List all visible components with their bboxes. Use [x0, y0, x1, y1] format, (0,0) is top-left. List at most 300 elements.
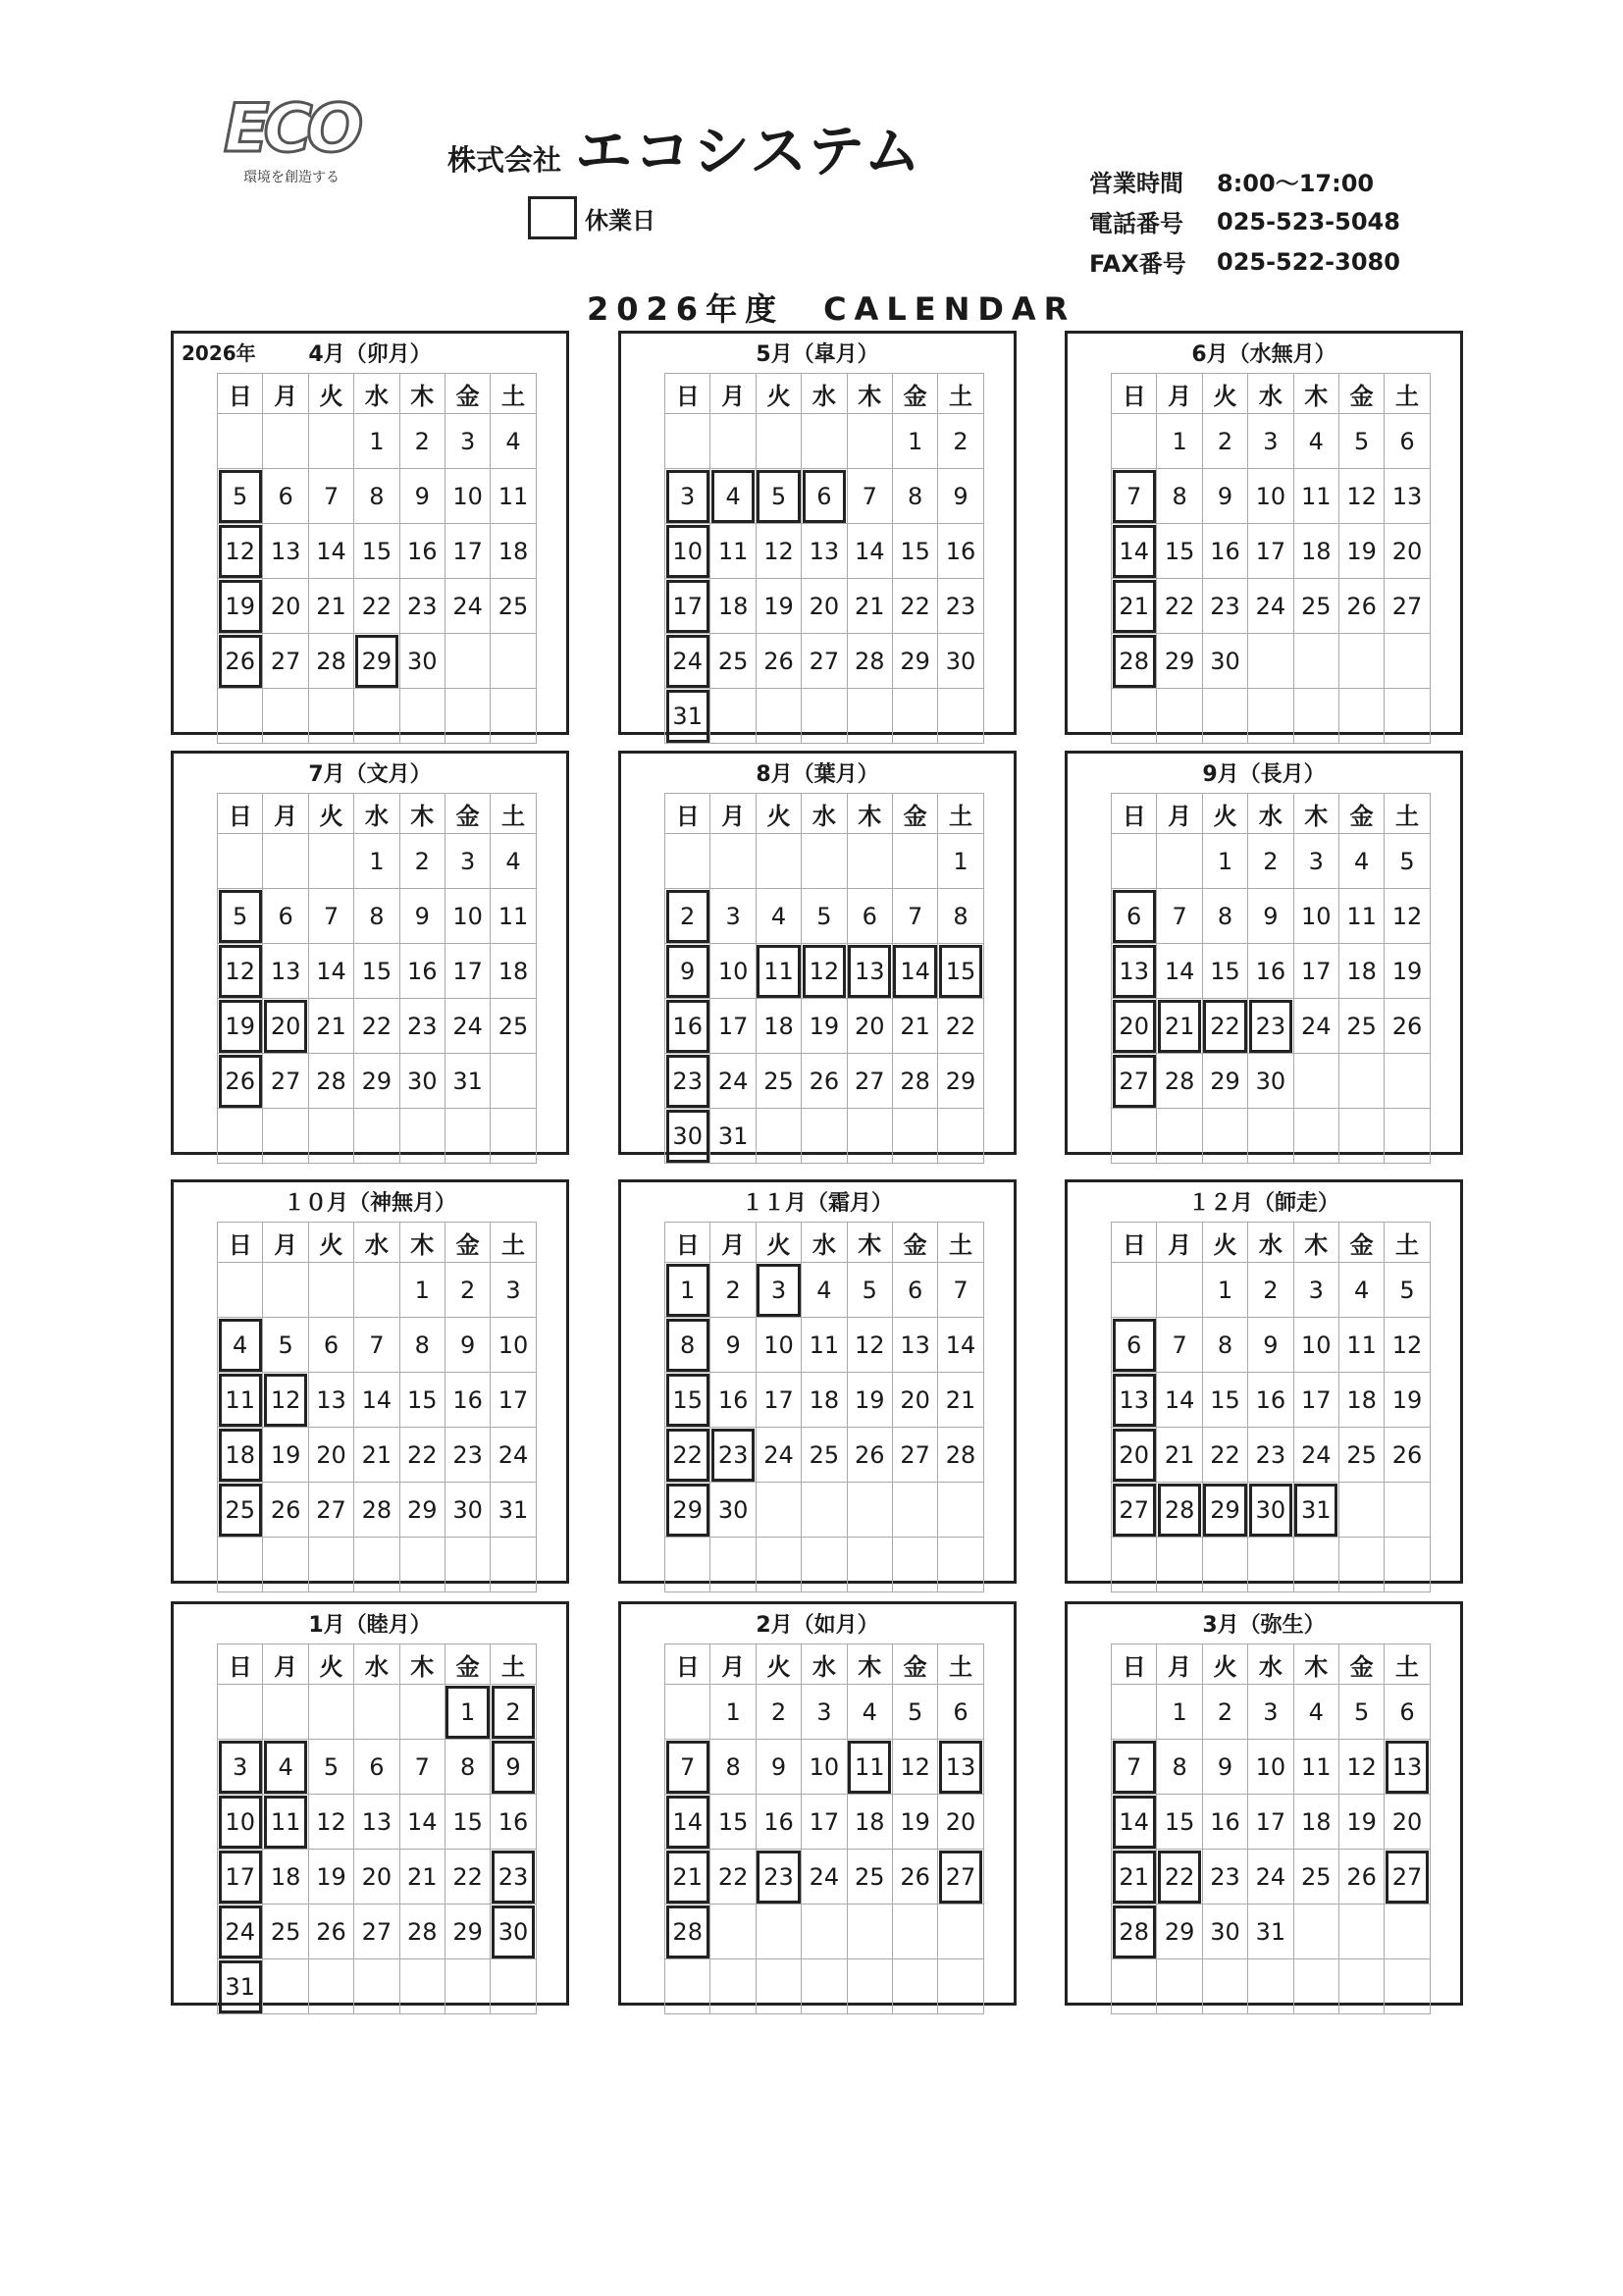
day-cell: 21 [308, 999, 353, 1054]
day-cell: 21 [308, 579, 353, 634]
empty-cell [1293, 1109, 1338, 1164]
empty-cell [756, 1905, 801, 1959]
closed-day-cell: 14 [665, 1795, 710, 1850]
closed-day-cell: 10 [218, 1795, 263, 1850]
month-title: １１月（霜月） [741, 1191, 893, 1216]
empty-cell [847, 1538, 892, 1592]
weekday-header: 木 [847, 794, 892, 834]
day-cell: 25 [1293, 1850, 1338, 1905]
empty-cell [354, 1263, 399, 1318]
weekday-header: 火 [1202, 374, 1247, 414]
week-row [665, 1373, 984, 1428]
week-row [665, 889, 984, 944]
week-row [665, 1263, 984, 1318]
empty-cell [1112, 414, 1157, 469]
day-cell: 10 [491, 1318, 536, 1373]
empty-cell [710, 1905, 756, 1959]
day-cell: 19 [308, 1850, 353, 1905]
day-cell: 7 [1157, 889, 1202, 944]
day-cell: 30 [938, 634, 983, 689]
day-cell: 10 [1248, 469, 1293, 524]
empty-cell [263, 1109, 308, 1164]
week-row [665, 1483, 984, 1538]
day-cell: 11 [1338, 889, 1384, 944]
weekday-header: 金 [1338, 1644, 1384, 1685]
empty-cell [892, 834, 937, 889]
day-cell: 8 [1157, 469, 1202, 524]
week-row [1112, 1538, 1431, 1592]
weekday-header: 日 [218, 794, 263, 834]
empty-cell [938, 1109, 983, 1164]
weekday-header: 火 [1202, 1644, 1247, 1685]
week-row [218, 1685, 537, 1740]
weekday-header: 木 [1293, 1644, 1338, 1685]
week-row [665, 414, 984, 469]
weekday-header: 火 [756, 1644, 801, 1685]
day-cell: 4 [1338, 834, 1384, 889]
empty-cell [263, 1538, 308, 1592]
empty-cell [1112, 689, 1157, 744]
weekday-header: 月 [263, 794, 308, 834]
contact-info [1089, 161, 1400, 282]
week-row [218, 1795, 537, 1850]
empty-cell [892, 1109, 937, 1164]
day-cell: 26 [1338, 1850, 1384, 1905]
empty-cell [665, 414, 710, 469]
day-cell: 4 [1293, 1685, 1338, 1740]
day-cell: 23 [399, 999, 445, 1054]
week-row [218, 1538, 537, 1592]
weekday-header: 金 [1338, 1223, 1384, 1263]
week-row [1112, 1373, 1431, 1428]
closed-day-cell: 19 [218, 579, 263, 634]
weekday-header: 日 [1112, 794, 1157, 834]
empty-cell [399, 1959, 445, 2014]
weekday-header: 月 [1157, 794, 1202, 834]
empty-cell [665, 834, 710, 889]
weekday-header: 金 [1338, 794, 1384, 834]
empty-cell [263, 1263, 308, 1318]
empty-cell [802, 689, 847, 744]
empty-cell [1112, 1109, 1157, 1164]
legend-label: 休業日 [585, 206, 655, 235]
empty-cell [756, 1109, 801, 1164]
day-cell: 4 [847, 1685, 892, 1740]
empty-cell [308, 414, 353, 469]
day-cell: 21 [354, 1428, 399, 1483]
day-cell: 3 [710, 889, 756, 944]
closed-day-cell: 6 [1112, 889, 1157, 944]
week-row [218, 689, 537, 744]
empty-cell [354, 1538, 399, 1592]
day-cell: 5 [847, 1263, 892, 1318]
closed-day-cell: 4 [710, 469, 756, 524]
day-cell: 31 [445, 1054, 490, 1109]
day-cell: 4 [1338, 1263, 1384, 1318]
month-calendar [1065, 1179, 1463, 1584]
closed-day-cell: 5 [218, 889, 263, 944]
day-cell: 17 [445, 944, 490, 999]
fax-label: FAX番号 [1089, 250, 1186, 278]
day-cell: 15 [445, 1795, 490, 1850]
day-cell: 18 [491, 524, 536, 579]
weekday-header: 金 [445, 1644, 490, 1685]
day-cell: 12 [1385, 1318, 1430, 1373]
empty-cell [1112, 1685, 1157, 1740]
day-cell: 28 [847, 634, 892, 689]
day-cell: 14 [308, 944, 353, 999]
day-cell: 12 [308, 1795, 353, 1850]
day-cell: 23 [445, 1428, 490, 1483]
closed-day-cell: 6 [802, 469, 847, 524]
week-row [1112, 689, 1431, 744]
day-cell: 17 [710, 999, 756, 1054]
weekday-header: 金 [445, 794, 490, 834]
empty-cell [1157, 1263, 1202, 1318]
day-cell: 2 [399, 414, 445, 469]
month-grid [217, 373, 537, 744]
company-name: エコシステム [575, 118, 923, 184]
closed-day-cell: 27 [938, 1850, 983, 1905]
day-cell: 18 [710, 579, 756, 634]
week-row [1112, 889, 1431, 944]
day-cell: 6 [938, 1685, 983, 1740]
closed-day-cell: 11 [756, 944, 801, 999]
day-cell: 16 [756, 1795, 801, 1850]
closed-day-cell: 11 [263, 1795, 308, 1850]
closed-day-cell: 13 [1112, 1373, 1157, 1428]
empty-cell [938, 689, 983, 744]
day-cell: 7 [354, 1318, 399, 1373]
closed-day-cell: 20 [263, 999, 308, 1054]
weekday-header: 土 [491, 794, 536, 834]
weekday-header: 月 [263, 1644, 308, 1685]
day-cell: 29 [892, 634, 937, 689]
week-row [1112, 1959, 1431, 2014]
empty-cell [308, 1685, 353, 1740]
week-row [665, 999, 984, 1054]
day-cell: 11 [1338, 1318, 1384, 1373]
day-cell: 7 [892, 889, 937, 944]
empty-cell [1293, 1905, 1338, 1959]
empty-cell [847, 834, 892, 889]
empty-cell [756, 1538, 801, 1592]
phone-value: 025-523-5048 [1217, 207, 1400, 235]
day-cell: 18 [1293, 1795, 1338, 1850]
empty-cell [1385, 634, 1430, 689]
weekday-header: 火 [1202, 794, 1247, 834]
empty-cell [847, 1905, 892, 1959]
week-row [665, 1054, 984, 1109]
week-row [218, 524, 537, 579]
empty-cell [1385, 689, 1430, 744]
weekday-header: 土 [491, 1644, 536, 1685]
business-hours-row [1089, 161, 1400, 201]
closed-day-cell: 18 [218, 1428, 263, 1483]
day-cell: 8 [354, 889, 399, 944]
day-cell: 12 [1338, 1740, 1384, 1795]
week-row [665, 1959, 984, 2014]
closed-day-cell: 29 [354, 634, 399, 689]
closed-day-cell: 24 [218, 1905, 263, 1959]
day-cell: 5 [1338, 414, 1384, 469]
day-cell: 5 [263, 1318, 308, 1373]
weekday-header: 火 [1202, 1223, 1247, 1263]
closed-day-cell: 3 [218, 1740, 263, 1795]
day-cell: 24 [756, 1428, 801, 1483]
day-cell: 20 [1385, 1795, 1430, 1850]
day-cell: 17 [1293, 944, 1338, 999]
day-cell: 8 [892, 469, 937, 524]
closed-day-cell: 12 [802, 944, 847, 999]
day-cell: 15 [354, 524, 399, 579]
day-cell: 31 [710, 1109, 756, 1164]
day-cell: 16 [399, 944, 445, 999]
day-cell: 15 [710, 1795, 756, 1850]
day-cell: 30 [399, 1054, 445, 1109]
weekday-header: 月 [263, 374, 308, 414]
weekday-header: 水 [354, 1223, 399, 1263]
month-grid [217, 793, 537, 1164]
closed-day-cell: 28 [665, 1905, 710, 1959]
day-cell: 11 [1293, 469, 1338, 524]
empty-cell [802, 1483, 847, 1538]
empty-cell [1338, 1054, 1384, 1109]
day-cell: 1 [1157, 1685, 1202, 1740]
closed-day-cell: 2 [491, 1685, 536, 1740]
week-row [1112, 834, 1431, 889]
empty-cell [938, 1538, 983, 1592]
day-cell: 10 [710, 944, 756, 999]
week-row [665, 1850, 984, 1905]
weekday-header: 木 [1293, 374, 1338, 414]
month-grid [1111, 373, 1431, 744]
empty-cell [491, 1959, 536, 2014]
day-cell: 9 [1202, 469, 1247, 524]
closed-day-cell: 5 [218, 469, 263, 524]
day-cell: 22 [1202, 1428, 1247, 1483]
empty-cell [938, 1483, 983, 1538]
week-row [665, 1318, 984, 1373]
day-cell: 3 [445, 414, 490, 469]
week-row [1112, 1905, 1431, 1959]
weekday-header: 木 [399, 374, 445, 414]
day-cell: 28 [1157, 1054, 1202, 1109]
day-cell: 8 [354, 469, 399, 524]
week-row [665, 634, 984, 689]
day-cell: 2 [1202, 1685, 1247, 1740]
day-cell: 4 [756, 889, 801, 944]
weekday-header: 金 [892, 1644, 937, 1685]
day-cell: 6 [308, 1318, 353, 1373]
weekday-header: 土 [491, 1223, 536, 1263]
closed-day-cell: 14 [892, 944, 937, 999]
empty-cell [710, 414, 756, 469]
closed-day-cell: 12 [263, 1373, 308, 1428]
day-cell: 14 [399, 1795, 445, 1850]
month-calendar [618, 751, 1017, 1155]
day-cell: 29 [399, 1483, 445, 1538]
day-cell: 25 [802, 1428, 847, 1483]
empty-cell [847, 1109, 892, 1164]
calendar-title: 2026年度 CALENDAR [587, 290, 1076, 328]
empty-cell [1202, 1959, 1247, 2014]
day-cell: 22 [445, 1850, 490, 1905]
day-cell: 18 [756, 999, 801, 1054]
closed-day-cell: 30 [665, 1109, 710, 1164]
day-cell: 5 [308, 1740, 353, 1795]
day-cell: 20 [1385, 524, 1430, 579]
day-cell: 18 [1293, 524, 1338, 579]
day-cell: 22 [354, 999, 399, 1054]
legend [528, 196, 655, 239]
day-cell: 26 [756, 634, 801, 689]
day-cell: 30 [1248, 1054, 1293, 1109]
closed-day-cell: 1 [445, 1685, 490, 1740]
weekday-header: 日 [665, 1644, 710, 1685]
day-cell: 5 [1385, 1263, 1430, 1318]
empty-cell [1157, 1959, 1202, 2014]
weekday-header: 土 [491, 374, 536, 414]
day-cell: 30 [1202, 634, 1247, 689]
month-calendar [618, 1179, 1017, 1584]
day-cell: 29 [445, 1905, 490, 1959]
day-cell: 11 [710, 524, 756, 579]
day-cell: 13 [892, 1318, 937, 1373]
day-cell: 4 [491, 834, 536, 889]
week-row [218, 944, 537, 999]
weekday-header: 日 [665, 1223, 710, 1263]
day-cell: 6 [892, 1263, 937, 1318]
day-cell: 19 [1338, 524, 1384, 579]
day-cell: 8 [938, 889, 983, 944]
day-cell: 18 [1338, 944, 1384, 999]
empty-cell [399, 1109, 445, 1164]
week-row [665, 1795, 984, 1850]
closed-day-cell: 13 [1112, 944, 1157, 999]
day-cell: 18 [847, 1795, 892, 1850]
empty-cell [308, 834, 353, 889]
day-cell: 17 [491, 1373, 536, 1428]
weekday-header: 水 [1248, 794, 1293, 834]
day-cell: 8 [710, 1740, 756, 1795]
empty-cell [218, 1109, 263, 1164]
day-cell: 18 [802, 1373, 847, 1428]
day-cell: 22 [938, 999, 983, 1054]
day-cell: 19 [847, 1373, 892, 1428]
day-cell: 16 [445, 1373, 490, 1428]
weekday-header: 月 [1157, 1644, 1202, 1685]
empty-cell [1248, 689, 1293, 744]
weekday-header: 水 [802, 1644, 847, 1685]
empty-cell [263, 1959, 308, 2014]
day-cell: 6 [1385, 1685, 1430, 1740]
week-row [218, 834, 537, 889]
day-cell: 1 [710, 1685, 756, 1740]
closed-day-cell: 28 [1157, 1483, 1202, 1538]
day-cell: 24 [802, 1850, 847, 1905]
day-cell: 8 [445, 1740, 490, 1795]
day-cell: 20 [892, 1373, 937, 1428]
weekday-header: 月 [710, 374, 756, 414]
month-calendar [618, 331, 1017, 735]
week-row [218, 1850, 537, 1905]
day-cell: 25 [756, 1054, 801, 1109]
week-row [1112, 1054, 1431, 1109]
closed-day-cell: 2 [665, 889, 710, 944]
closed-day-cell: 15 [665, 1373, 710, 1428]
empty-cell [1202, 689, 1247, 744]
day-cell: 28 [892, 1054, 937, 1109]
closed-day-cell: 30 [491, 1905, 536, 1959]
empty-cell [354, 1109, 399, 1164]
day-cell: 6 [354, 1740, 399, 1795]
closed-day-cell: 6 [1112, 1318, 1157, 1373]
month-grid [664, 1644, 984, 2014]
day-cell: 29 [938, 1054, 983, 1109]
day-cell: 24 [710, 1054, 756, 1109]
empty-cell [1248, 634, 1293, 689]
day-cell: 25 [491, 999, 536, 1054]
day-cell: 19 [1385, 1373, 1430, 1428]
day-cell: 6 [847, 889, 892, 944]
closed-day-cell: 23 [756, 1850, 801, 1905]
day-cell: 25 [1338, 1428, 1384, 1483]
week-row [1112, 1685, 1431, 1740]
empty-cell [354, 1959, 399, 2014]
business-hours-value: 8:00～17:00 [1217, 170, 1375, 197]
closed-day-cell: 13 [1385, 1740, 1430, 1795]
day-cell: 13 [1385, 469, 1430, 524]
month-calendar [171, 331, 569, 735]
weekday-header: 水 [1248, 1223, 1293, 1263]
day-cell: 26 [847, 1428, 892, 1483]
empty-cell [263, 834, 308, 889]
empty-cell [445, 1538, 490, 1592]
month-calendar [1065, 751, 1463, 1155]
day-cell: 2 [1202, 414, 1247, 469]
empty-cell [1157, 689, 1202, 744]
day-cell: 10 [445, 889, 490, 944]
day-cell: 10 [1293, 1318, 1338, 1373]
empty-cell [847, 689, 892, 744]
day-cell: 20 [354, 1850, 399, 1905]
day-cell: 2 [756, 1685, 801, 1740]
weekday-header: 月 [1157, 374, 1202, 414]
day-cell: 28 [308, 1054, 353, 1109]
day-cell: 21 [399, 1850, 445, 1905]
day-cell: 30 [710, 1483, 756, 1538]
day-cell: 3 [1293, 834, 1338, 889]
week-row [1112, 469, 1431, 524]
day-cell: 12 [1338, 469, 1384, 524]
empty-cell [756, 689, 801, 744]
month-title: 8月（葉月） [756, 762, 879, 787]
closed-day-cell: 24 [665, 634, 710, 689]
week-row [665, 689, 984, 744]
closed-day-legend-box [528, 196, 577, 239]
empty-cell [1338, 634, 1384, 689]
empty-cell [491, 1054, 536, 1109]
day-cell: 3 [491, 1263, 536, 1318]
day-cell: 3 [802, 1685, 847, 1740]
day-cell: 17 [445, 524, 490, 579]
day-cell: 14 [938, 1318, 983, 1373]
day-cell: 18 [491, 944, 536, 999]
day-cell: 15 [1202, 1373, 1247, 1428]
day-cell: 26 [892, 1850, 937, 1905]
empty-cell [1157, 1538, 1202, 1592]
